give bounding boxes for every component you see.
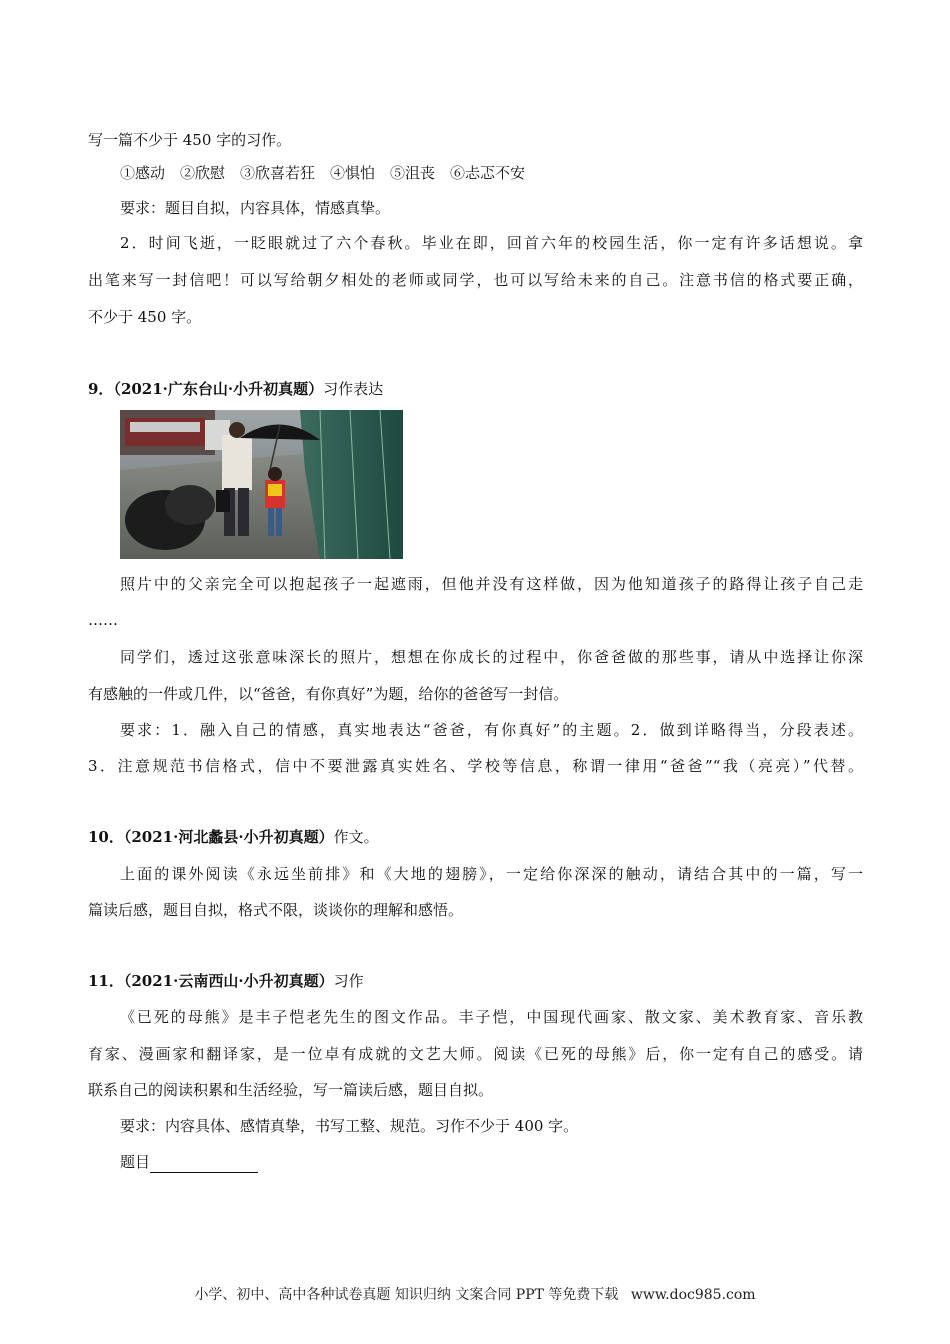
title-blank <box>150 1156 258 1173</box>
text-line: 写一篇不少于 450 字的习作。 <box>88 131 292 149</box>
question-11-header <box>88 970 863 992</box>
question-number: 10． <box>88 828 124 846</box>
question-source: （2021·河北蠡县·小升初真题） <box>123 828 334 846</box>
title-blank-line <box>120 1151 863 1173</box>
question-number: 9． <box>88 380 114 398</box>
question-11-paragraph: 《已死的母熊》是丰子恺老先生的图文作品。丰子恺，中国现代画家、散文家、美术教育家、音乐教 <box>120 1008 863 1026</box>
question-11-requirement: 要求：内容具体、感情真挚，书写工整、规范。习作不少于 400 字。 <box>120 1117 579 1135</box>
question-10-paragraph: 上面的课外阅读《永远坐前排》和《大地的翅膀》，一定给你深深的触动，请结合其中的一篇，写一 <box>120 865 863 883</box>
title-label: 题目 <box>120 1153 151 1171</box>
text-line: 出笔来写一封信吧！可以写给朝夕相处的老师或同学，也可以写给未来的自己。注意书信的格式要正确， <box>88 271 863 289</box>
text-line: 不少于 450 字。 <box>88 308 202 326</box>
question-11-paragraph: 联系自己的阅读积累和生活经验，写一篇读后感，题目自拟。 <box>88 1081 494 1099</box>
question-type: 习作 <box>333 972 364 990</box>
footer-website-link[interactable]: www.doc985.com <box>630 1287 756 1303</box>
question-9-paragraph: …… <box>88 611 118 629</box>
page-footer <box>0 1284 950 1304</box>
text-line: 2．时间飞逝，一眨眼就过了六个春秋。毕业在即，回首六年的校园生活，你一定有许多话想说。拿 <box>120 234 863 252</box>
question-9-paragraph: 有感触的一件或几件，以“爸爸，有你真好”为题，给你的爸爸写一封信。 <box>88 685 569 703</box>
question-9-requirement: 3．注意规范书信格式，信中不要泄露真实姓名、学校等信息，称谓一律用“爸爸”“我（亮亮）”代替。 <box>88 757 863 775</box>
question-11-paragraph: 育家、漫画家和翻译家，是一位卓有成就的文艺大师。阅读《已死的母熊》后，你一定有自己的感受。请 <box>88 1045 863 1063</box>
requirement-line: 要求：题目自拟，内容具体，情感真挚。 <box>120 199 391 217</box>
question-type: 习作表达 <box>323 380 384 398</box>
question-number: 11． <box>88 972 124 990</box>
question-source: （2021·云南西山·小升初真题） <box>123 972 334 990</box>
question-9-requirement: 要求：1．融入自己的情感，真实地表达“爸爸，有你真好”的主题。2．做到详略得当，分段表述。 <box>120 721 863 739</box>
father-child-rain-photo <box>120 410 403 559</box>
question-9-paragraph: 同学们，透过这张意味深长的照片，想想在你成长的过程中，你爸爸做的那些事，请从中选择让你深 <box>120 648 863 666</box>
question-source: （2021·广东台山·小升初真题） <box>113 380 324 398</box>
question-9-paragraph: 照片中的父亲完全可以抱起孩子一起遮雨，但他并没有这样做，因为他知道孩子的路得让孩子自己走 <box>120 575 863 593</box>
question-type: 作文。 <box>333 828 379 846</box>
question-10-header <box>88 826 863 848</box>
question-9-header <box>88 378 863 400</box>
emotion-options: ①感动 ②欣慰 ③欣喜若狂 ④惧怕 ⑤沮丧 ⑥忐忑不安 <box>120 164 526 182</box>
footer-text: 小学、初中、高中各种试卷真题 知识归纳 文案合同 PPT 等免费下载 <box>194 1287 619 1303</box>
question-10-paragraph: 篇读后感，题目自拟，格式不限，谈谈你的理解和感悟。 <box>88 901 464 919</box>
